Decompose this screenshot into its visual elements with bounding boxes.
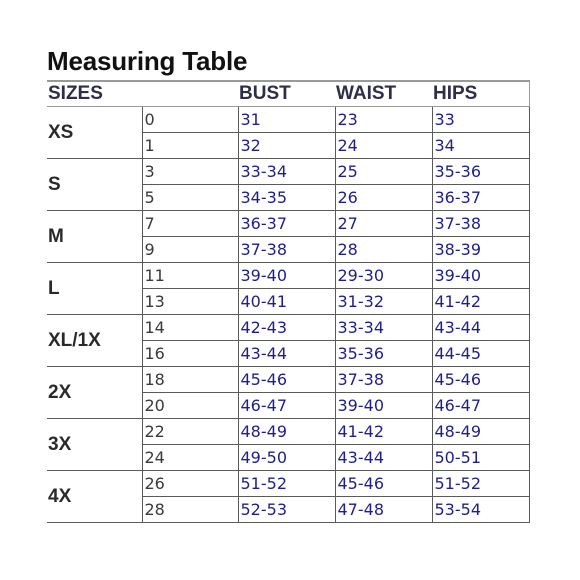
- hips-value: 33: [432, 107, 529, 133]
- waist-value: 47-48: [335, 497, 432, 523]
- header-sizes: SIZES: [47, 81, 142, 107]
- waist-value: 41-42: [335, 419, 432, 445]
- size-number: 0: [142, 107, 238, 133]
- bust-value: 45-46: [238, 367, 335, 393]
- size-number: 1: [142, 133, 238, 159]
- bust-value: 32: [238, 133, 335, 159]
- header-bust: BUST: [238, 81, 335, 107]
- table-row: [47, 211, 529, 237]
- size-number: 18: [142, 367, 238, 393]
- waist-value: 33-34: [335, 315, 432, 341]
- table-row: [47, 471, 529, 497]
- size-number: 14: [142, 315, 238, 341]
- size-number: 11: [142, 263, 238, 289]
- hips-value: 44-45: [432, 341, 529, 367]
- waist-value: 24: [335, 133, 432, 159]
- waist-value: 37-38: [335, 367, 432, 393]
- size-label: 2X: [47, 367, 142, 419]
- hips-value: 51-52: [432, 471, 529, 497]
- bust-value: 39-40: [238, 263, 335, 289]
- size-number: 24: [142, 445, 238, 471]
- table-row: [47, 159, 529, 185]
- table-row: [47, 263, 529, 289]
- size-number: 9: [142, 237, 238, 263]
- waist-value: 31-32: [335, 289, 432, 315]
- size-label: L: [47, 263, 142, 315]
- bust-value: 49-50: [238, 445, 335, 471]
- size-label: XS: [47, 107, 142, 159]
- waist-value: 35-36: [335, 341, 432, 367]
- header-number: [142, 81, 238, 107]
- table-row: [47, 315, 529, 341]
- table-row: [47, 107, 529, 133]
- bust-value: 37-38: [238, 237, 335, 263]
- hips-value: 46-47: [432, 393, 529, 419]
- size-number: 22: [142, 419, 238, 445]
- hips-value: 36-37: [432, 185, 529, 211]
- size-number: 7: [142, 211, 238, 237]
- hips-value: 37-38: [432, 211, 529, 237]
- size-label: S: [47, 159, 142, 211]
- bust-value: 42-43: [238, 315, 335, 341]
- header-hips: HIPS: [432, 81, 529, 107]
- size-label: XL/1X: [47, 315, 142, 367]
- bust-value: 40-41: [238, 289, 335, 315]
- size-number: 13: [142, 289, 238, 315]
- size-number: 3: [142, 159, 238, 185]
- bust-value: 51-52: [238, 471, 335, 497]
- hips-value: 43-44: [432, 315, 529, 341]
- hips-value: 50-51: [432, 445, 529, 471]
- waist-value: 39-40: [335, 393, 432, 419]
- hips-value: 38-39: [432, 237, 529, 263]
- size-number: 20: [142, 393, 238, 419]
- size-number: 28: [142, 497, 238, 523]
- hips-value: 45-46: [432, 367, 529, 393]
- bust-value: 48-49: [238, 419, 335, 445]
- waist-value: 28: [335, 237, 432, 263]
- table-row: [47, 367, 529, 393]
- bust-value: 46-47: [238, 393, 335, 419]
- bust-value: 31: [238, 107, 335, 133]
- size-label: 3X: [47, 419, 142, 471]
- hips-value: 35-36: [432, 159, 529, 185]
- table-row: [47, 419, 529, 445]
- hips-value: 48-49: [432, 419, 529, 445]
- header-waist: WAIST: [335, 81, 432, 107]
- hips-value: 53-54: [432, 497, 529, 523]
- size-label: 4X: [47, 471, 142, 523]
- waist-value: 29-30: [335, 263, 432, 289]
- waist-value: 26: [335, 185, 432, 211]
- size-label: M: [47, 211, 142, 263]
- size-number: 16: [142, 341, 238, 367]
- bust-value: 34-35: [238, 185, 335, 211]
- table-header-row: [47, 81, 529, 107]
- size-number: 26: [142, 471, 238, 497]
- bust-value: 36-37: [238, 211, 335, 237]
- waist-value: 25: [335, 159, 432, 185]
- page-title: Measuring Table: [47, 46, 248, 76]
- waist-value: 23: [335, 107, 432, 133]
- hips-value: 39-40: [432, 263, 529, 289]
- hips-value: 41-42: [432, 289, 529, 315]
- waist-value: 27: [335, 211, 432, 237]
- size-number: 5: [142, 185, 238, 211]
- bust-value: 33-34: [238, 159, 335, 185]
- waist-value: 43-44: [335, 445, 432, 471]
- hips-value: 34: [432, 133, 529, 159]
- bust-value: 52-53: [238, 497, 335, 523]
- measuring-table: [47, 80, 530, 523]
- waist-value: 45-46: [335, 471, 432, 497]
- bust-value: 43-44: [238, 341, 335, 367]
